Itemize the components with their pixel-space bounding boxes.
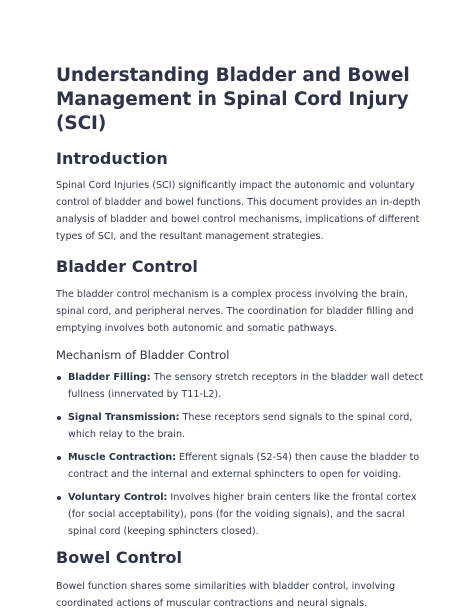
bladder-control-heading: Bladder Control <box>56 257 198 276</box>
list-item <box>56 409 426 443</box>
list-item-term: Signal Transmission: <box>68 412 180 423</box>
list-item-term: Muscle Contraction: <box>68 452 176 463</box>
list-item <box>56 369 426 403</box>
list-item <box>56 489 426 540</box>
bullet-icon <box>57 496 61 500</box>
bladder-control-paragraph: The bladder control mechanism is a complex process involving the brain, spinal cord, and peripheral nerves. The coordination for bladder filling and emptying involves both autonomic and somatic pathways. <box>56 289 414 334</box>
list-item-text: Efferent signals (S2-S4) then cause the bladder to contract and the internal and external sphincters to open for voiding. <box>68 452 420 480</box>
document-title: Understanding Bladder and Bowel Management in Spinal Cord Injury (SCI) <box>56 65 410 134</box>
bullet-icon <box>57 456 61 460</box>
introduction-paragraph: Spinal Cord Injuries (SCI) significantly impact the autonomic and voluntary control of bladder and bowel functions. This document provides an in-depth analysis of bladder and bowel control mechanisms, implications of different types of SCI, and the resultant management strategies. <box>56 180 421 242</box>
list-item <box>56 449 426 483</box>
bullet-icon <box>57 376 61 380</box>
bullet-icon <box>57 416 61 420</box>
mechanism-list <box>56 369 426 540</box>
list-item-term: Bladder Filling: <box>68 372 151 383</box>
list-item-text: The sensory stretch receptors in the bladder wall detect fullness (innervated by T11-L2). <box>68 372 424 400</box>
introduction-heading: Introduction <box>56 149 168 168</box>
bowel-control-heading: Bowel Control <box>56 548 183 567</box>
bowel-control-paragraph: Bowel function shares some similarities with bladder control, involving coordinated actions of muscular contractions and neural signals. <box>56 581 396 609</box>
list-item-text: These receptors send signals to the spinal cord, which relay to the brain. <box>68 412 413 440</box>
document-page <box>56 64 426 612</box>
list-item-text: Involves higher brain centers like the frontal cortex (for social acceptability), pons (for the voiding signals), and the sacral spinal cord (keeping sphincters closed). <box>68 492 417 537</box>
mechanism-subheading: Mechanism of Bladder Control <box>56 348 230 362</box>
list-item-term: Voluntary Control: <box>68 492 168 503</box>
